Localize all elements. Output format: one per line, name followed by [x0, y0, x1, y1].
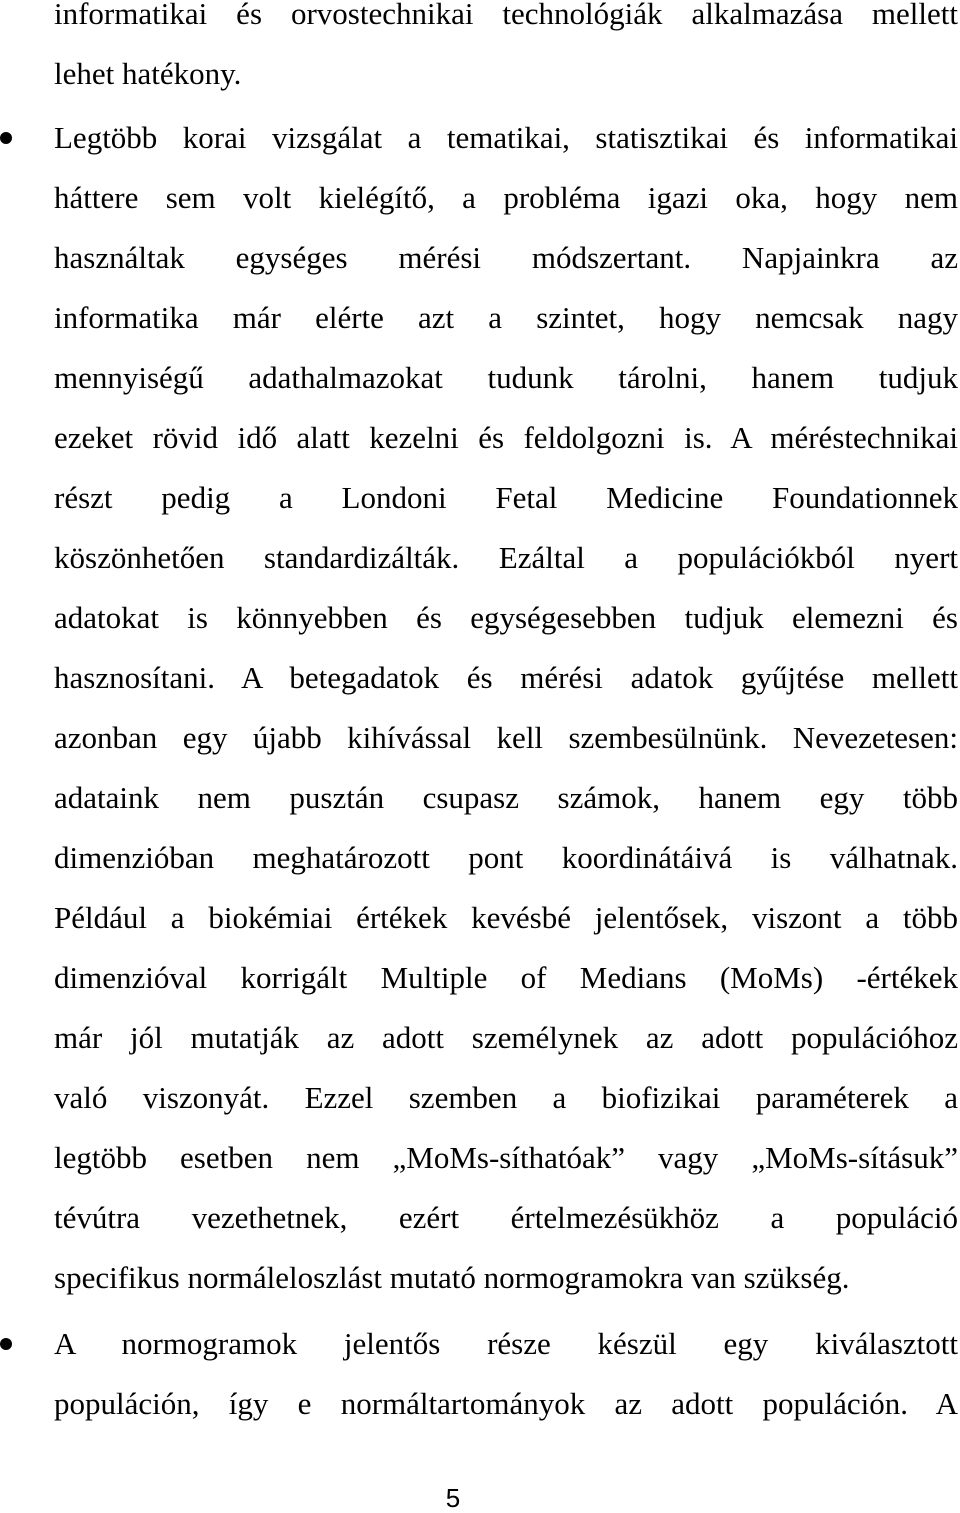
- text-line: azonban egy újabb kihívással kell szembesülnünk. Nevezetesen:: [54, 720, 958, 755]
- text-line: már jól mutatják az adott személynek az adott populációhoz: [54, 1020, 958, 1055]
- text-line: Például a biokémiai értékek kevésbé jelentősek, viszont a több: [54, 900, 958, 935]
- text-line: dimenzióban meghatározott pont koordinátáivá is válhatnak.: [54, 840, 958, 875]
- text-line: informatika már elérte azt a szintet, hogy nemcsak nagy: [54, 300, 958, 335]
- text-line: specifikus normáleloszlást mutató normogramokra van szükség.: [54, 1260, 850, 1295]
- text-line: háttere sem volt kielégítő, a probléma igazi oka, hogy nem: [54, 180, 958, 215]
- bullet-icon: [0, 132, 12, 144]
- text-line: köszönhetően standardizálták. Ezáltal a populációkból nyert: [54, 540, 958, 575]
- text-line: mennyiségű adathalmazokat tudunk tárolni, hanem tudjuk: [54, 360, 958, 395]
- text-line: adataink nem pusztán csupasz számok, hanem egy több: [54, 780, 958, 815]
- text-line: A normogramok jelentős része készül egy kiválasztott: [54, 1326, 958, 1361]
- text-line: ezeket rövid idő alatt kezelni és feldolgozni is. A méréstechnikai: [54, 420, 958, 455]
- text-line: tévútra vezethetnek, ezért értelmezésükhöz a populáció: [54, 1200, 958, 1235]
- text-line: legtöbb esetben nem „MoMs-síthatóak” vagy „MoMs-sításuk”: [54, 1140, 958, 1175]
- text-line: használtak egységes mérési módszertant. Napjainkra az: [54, 240, 958, 275]
- text-line: informatikai és orvostechnikai technológiák alkalmazása mellett: [54, 0, 958, 31]
- text-line: részt pedig a Londoni Fetal Medicine Foundationnek: [54, 480, 958, 515]
- text-line: adatokat is könnyebben és egységesebben tudjuk elemezni és: [54, 600, 958, 635]
- text-line: lehet hatékony.: [54, 56, 242, 91]
- text-line: dimenzióval korrigált Multiple of Medians (MoMs) -értékek: [54, 960, 958, 995]
- text-line: Legtöbb korai vizsgálat a tematikai, statisztikai és informatikai: [54, 120, 958, 155]
- text-line: populáción, így e normáltartományok az adott populáción. A: [54, 1386, 958, 1421]
- bullet-icon: [0, 1338, 12, 1350]
- text-line: hasznosítani. A betegadatok és mérési adatok gyűjtése mellett: [54, 660, 958, 695]
- text-line: való viszonyát. Ezzel szemben a biofizikai paraméterek a: [54, 1080, 958, 1115]
- page-number: 5: [445, 1483, 461, 1513]
